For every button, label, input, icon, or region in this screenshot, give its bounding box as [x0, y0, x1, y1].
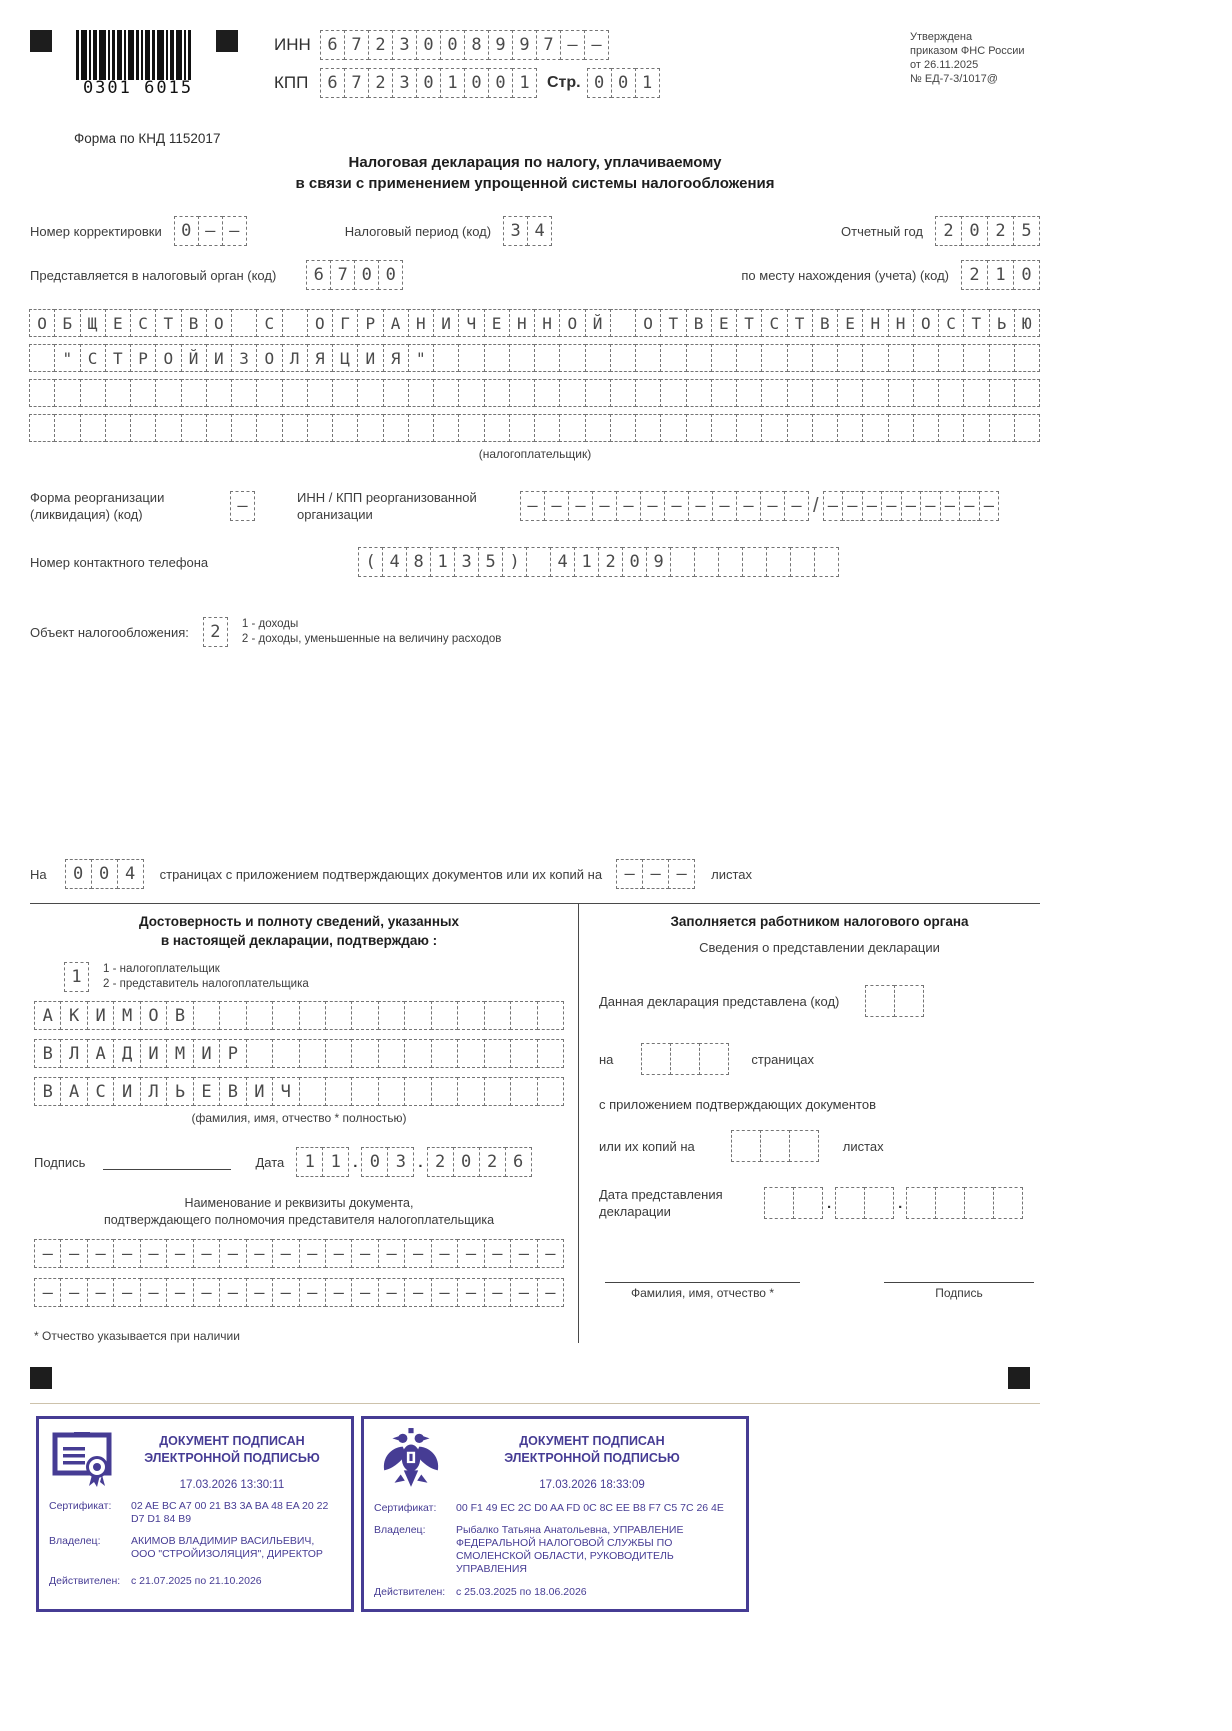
period-field[interactable]: 3 4: [503, 216, 552, 246]
stamp2-title: ДОКУМЕНТ ПОДПИСАН ЭЛЕКТРОННОЙ ПОДПИСЬЮ: [504, 1434, 680, 1465]
inspector-sheets-field[interactable]: [731, 1130, 819, 1162]
inspector-pages-label: страницах: [751, 1051, 814, 1067]
date-month-field[interactable]: 0 3: [361, 1147, 414, 1177]
signer-type-field[interactable]: 1: [64, 962, 89, 992]
taxpayer-name-row-4[interactable]: [30, 414, 1040, 442]
taxpayer-name-row-1[interactable]: О Б Щ Е С Т В О С О Г Р А Н И Ч Е Н Н О Й О Т В Е Т С Т В Е Н Н О С Т Ь Ю: [30, 309, 1040, 337]
taxpayer-caption: (налогоплательщик): [478, 447, 592, 461]
correction-label: Номер корректировки: [30, 223, 162, 239]
submission-date-label: Дата представления декларации: [599, 1187, 723, 1219]
patronymic-row[interactable]: В А С И Л Ь Е В И Ч: [34, 1077, 564, 1106]
kpp-label: КПП: [274, 73, 309, 92]
year-label: Отчетный год: [841, 223, 923, 239]
page-number-label: Стр.: [547, 74, 581, 91]
period-label: Налоговый период (код): [344, 223, 492, 239]
patronymic-footnote: * Отчество указывается при наличии: [34, 1329, 240, 1343]
stamp1-valid-value: с 21.07.2025 по 21.10.2026: [131, 1575, 262, 1587]
barcode-digits: 0301 6015: [82, 78, 194, 98]
copies-field[interactable]: – – –: [616, 859, 695, 889]
inspector-copies-label: или их копий на: [599, 1138, 695, 1154]
signer-type-options: 1 - налогоплательщик 2 - представитель налогоплательщика: [103, 963, 309, 990]
inspector-heading: Заполняется работником налогового органа: [670, 914, 969, 929]
reorg-innkpp-label: ИНН / КПП реорганизованной организации: [297, 490, 477, 522]
stamp1-cert-value: 02 AE BC A7 00 21 B3 3A BA 48 EA 20 22 D7 D1 84 B9: [131, 1500, 329, 1525]
double-eagle-icon: [374, 1427, 448, 1493]
stamp1-owner-value: АКИМОВ ВЛАДИМИР ВАСИЛЬЕВИЧ, ООО "СТРОЙИЗОЛЯЦИЯ", ДИРЕКТОР: [131, 1535, 323, 1560]
form-barcode: [76, 30, 200, 98]
reorg-code-field[interactable]: –: [230, 491, 255, 521]
page-header: [30, 30, 1040, 106]
taxpayer-name-row-2[interactable]: " С Т Р О Й И З О Л Я Ц И Я ": [30, 344, 1040, 372]
object-options: 1 - доходы 2 - доходы, уменьшенные на величину расходов: [241, 618, 502, 645]
knd-form-code: Форма по КНД 1152017: [74, 131, 221, 146]
correction-field[interactable]: 0 – –: [174, 216, 247, 246]
date-dot-1: .: [353, 1153, 358, 1171]
submission-dot-2: .: [898, 1194, 903, 1212]
stamp1-cert-label: Сертификат:: [49, 1500, 112, 1512]
inspector-on-label: на: [599, 1051, 614, 1067]
surname-row[interactable]: А К И М О В: [34, 1001, 564, 1030]
submission-date-day[interactable]: [764, 1187, 823, 1219]
year-field[interactable]: 2 0 2 5: [935, 216, 1040, 246]
esignature-stamp-inspector: [361, 1416, 749, 1612]
reorg-inn-field[interactable]: – – – – – – – – – – – –: [520, 491, 809, 521]
date-label: Дата: [255, 1154, 285, 1170]
reorg-label: Форма реорганизации (ликвидация) (код): [30, 490, 165, 522]
location-label: по месту нахождения (учета) (код): [741, 267, 949, 283]
registration-mark-bottom-left: [30, 1367, 52, 1389]
inspector-sign-caption: Подпись: [935, 1286, 983, 1300]
inn-kpp-separator: /: [813, 494, 819, 517]
representative-doc-heading: Наименование и реквизиты документа, подтверждающего полномочия представителя налогоплательщика: [103, 1196, 495, 1227]
registration-mark-bottom-right: [1008, 1367, 1030, 1389]
object-label: Объект налогообложения:: [30, 624, 189, 640]
stamp2-datetime: 17.03.2026 18:33:09: [539, 1479, 645, 1491]
form-title: Налоговая декларация по налогу, уплачиваемому в связи с применением упрощенной системы налогообложения: [295, 154, 775, 192]
location-field[interactable]: 2 1 0: [961, 260, 1040, 290]
representative-doc-row-1[interactable]: – – – – – – – – – – – – – – – – – – – –: [34, 1239, 564, 1268]
esignature-stamp-taxpayer: [36, 1416, 354, 1612]
submission-date-year[interactable]: [906, 1187, 1023, 1219]
submission-dot-1: .: [827, 1194, 832, 1212]
inspector-pages-field[interactable]: [641, 1043, 729, 1075]
inn-label: ИНН: [274, 35, 311, 54]
inspector-fio-line[interactable]: [605, 1268, 800, 1283]
page-divider-line: [30, 1403, 1040, 1404]
inspector-subheading: Сведения о представлении декларации: [699, 940, 940, 955]
stamp2-valid-label: Действителен:: [374, 1586, 446, 1598]
inspector-sheets-label: листах: [842, 1138, 884, 1154]
registration-mark-top-mid: [216, 30, 238, 52]
inspector-block: [578, 904, 1040, 1343]
pages-suffix: листах: [711, 866, 752, 882]
page-number-field[interactable]: 0 0 1: [587, 68, 660, 98]
signature-label: Подпись: [34, 1154, 86, 1170]
submitted-code-label: Данная декларация представлена (код): [599, 993, 840, 1009]
stamp1-title: ДОКУМЕНТ ПОДПИСАН ЭЛЕКТРОННОЙ ПОДПИСЬЮ: [144, 1434, 320, 1465]
confirmation-heading: Достоверность и полноту сведений, указанных в настоящей декларации, подтверждаю :: [138, 914, 460, 948]
date-day-field[interactable]: 1 1: [296, 1147, 349, 1177]
stamp1-datetime: 17.03.2026 13:30:11: [179, 1479, 285, 1491]
stamp1-owner-label: Владелец:: [49, 1535, 101, 1547]
stamp1-valid-label: Действителен:: [49, 1575, 121, 1587]
stamp2-valid-value: с 25.03.2025 по 18.06.2026: [456, 1586, 587, 1598]
kpp-field[interactable]: 6 7 2 3 0 1 0 0 1: [320, 68, 537, 98]
date-dot-2: .: [418, 1153, 423, 1171]
submission-date-month[interactable]: [835, 1187, 894, 1219]
firstname-row[interactable]: В Л А Д И М И Р: [34, 1039, 564, 1068]
reorg-kpp-field[interactable]: – – – – – – – – –: [823, 491, 1000, 521]
authority-label: Представляется в налоговый орган (код): [30, 267, 277, 283]
inspector-docs-label: с приложением подтверждающих документов: [599, 1097, 876, 1112]
phone-label: Номер контактного телефона: [30, 554, 209, 570]
submitted-code-field[interactable]: [865, 985, 924, 1017]
pages-field[interactable]: 0 0 4: [65, 859, 144, 889]
confirmation-block: [30, 904, 578, 1343]
registration-mark-top-left: [30, 30, 52, 52]
inn-field[interactable]: 6 7 2 3 0 0 8 9 9 7 – –: [320, 30, 609, 60]
authority-field[interactable]: 6 7 0 0: [306, 260, 403, 290]
pages-middle-label: страницах с приложением подтверждающих документов или их копий на: [159, 866, 603, 882]
representative-doc-row-2[interactable]: – – – – – – – – – – – – – – – – – – – –: [34, 1278, 564, 1307]
phone-field[interactable]: ( 4 8 1 3 5 ) 4 1 2 0 9: [358, 547, 839, 577]
approval-note: Утверждена приказом ФНС России от 26.11.2025 № ЕД-7-3/1017@: [910, 31, 1025, 85]
stamp2-cert-label: Сертификат:: [374, 1502, 437, 1514]
taxpayer-name-row-3[interactable]: [30, 379, 1040, 407]
inspector-fio-caption: Фамилия, имя, отчество *: [631, 1286, 774, 1300]
stamp2-cert-value: 00 F1 49 EC 2C D0 AA FD 0C 8C EE B8 F7 C5 7C 26 4E: [456, 1502, 724, 1514]
object-field[interactable]: 2: [203, 617, 228, 647]
pages-prefix: На: [30, 866, 47, 882]
date-year-field[interactable]: 2 0 2 6: [427, 1147, 532, 1177]
certificate-icon: [49, 1427, 123, 1491]
barcode-icon: [76, 30, 200, 80]
signature-line[interactable]: [103, 1155, 231, 1170]
inspector-sign-line[interactable]: [884, 1268, 1034, 1283]
stamp2-owner-value: Рыбалко Татьяна Анатольевна, УПРАВЛЕНИЕ ФЕДЕРАЛЬНОЙ НАЛОГОВОЙ СЛУЖБЫ ПО СМОЛЕНСКОЙ ОБЛАСТИ, РУКОВОДИТЕЛЬ УПРАВЛЕНИЯ: [456, 1524, 684, 1575]
fio-caption: (фамилия, имя, отчество * полностью): [191, 1111, 407, 1125]
stamp2-owner-label: Владелец:: [374, 1524, 426, 1536]
